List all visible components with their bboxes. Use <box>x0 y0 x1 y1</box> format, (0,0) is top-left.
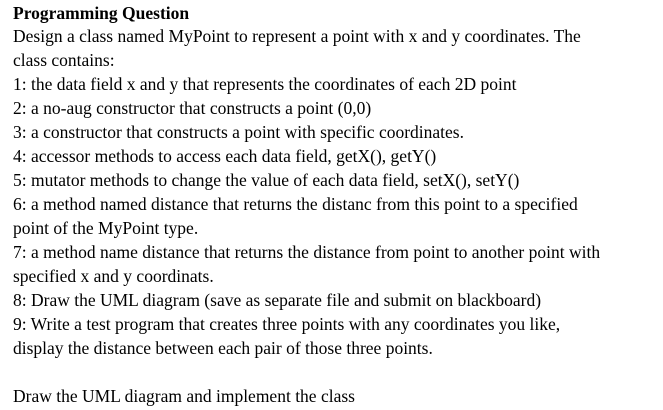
requirement-item-4: 4: accessor methods to access each data field, getX(), getY() <box>13 146 437 166</box>
requirement-item-2: 2: a no-aug constructor that constructs a point (0,0) <box>13 98 372 118</box>
intro-line: class contains: <box>13 50 115 70</box>
intro-line: Design a class named MyPoint to represent a point with x and y coordinates. The <box>13 26 581 46</box>
requirement-item-9-continued: display the distance between each pair of those three points. <box>13 338 433 358</box>
requirement-item-8: 8: Draw the UML diagram (save as separate file and submit on blackboard) <box>13 290 542 310</box>
requirement-item-5: 5: mutator methods to change the value of each data field, setX(), setY() <box>13 170 520 190</box>
closing-instruction: Draw the UML diagram and implement the class <box>13 386 355 406</box>
requirement-item-6-continued: point of the MyPoint type. <box>13 218 199 238</box>
blank-line <box>13 360 653 384</box>
requirement-item-7-continued: specified x and y coordinats. <box>13 266 214 286</box>
requirement-item-7: 7: a method name distance that returns the distance from point to another point with <box>13 242 601 262</box>
requirement-item-9: 9: Write a test program that creates three points with any coordinates you like, <box>13 314 561 334</box>
document <box>13 2 653 408</box>
requirement-item-6: 6: a method named distance that returns the distanc from this point to a specified <box>13 194 578 214</box>
document-heading: Programming Question <box>13 3 190 23</box>
requirement-item-1: 1: the data field x and y that represents the coordinates of each 2D point <box>13 74 517 94</box>
requirement-item-3: 3: a constructor that constructs a point with specific coordinates. <box>13 122 464 142</box>
